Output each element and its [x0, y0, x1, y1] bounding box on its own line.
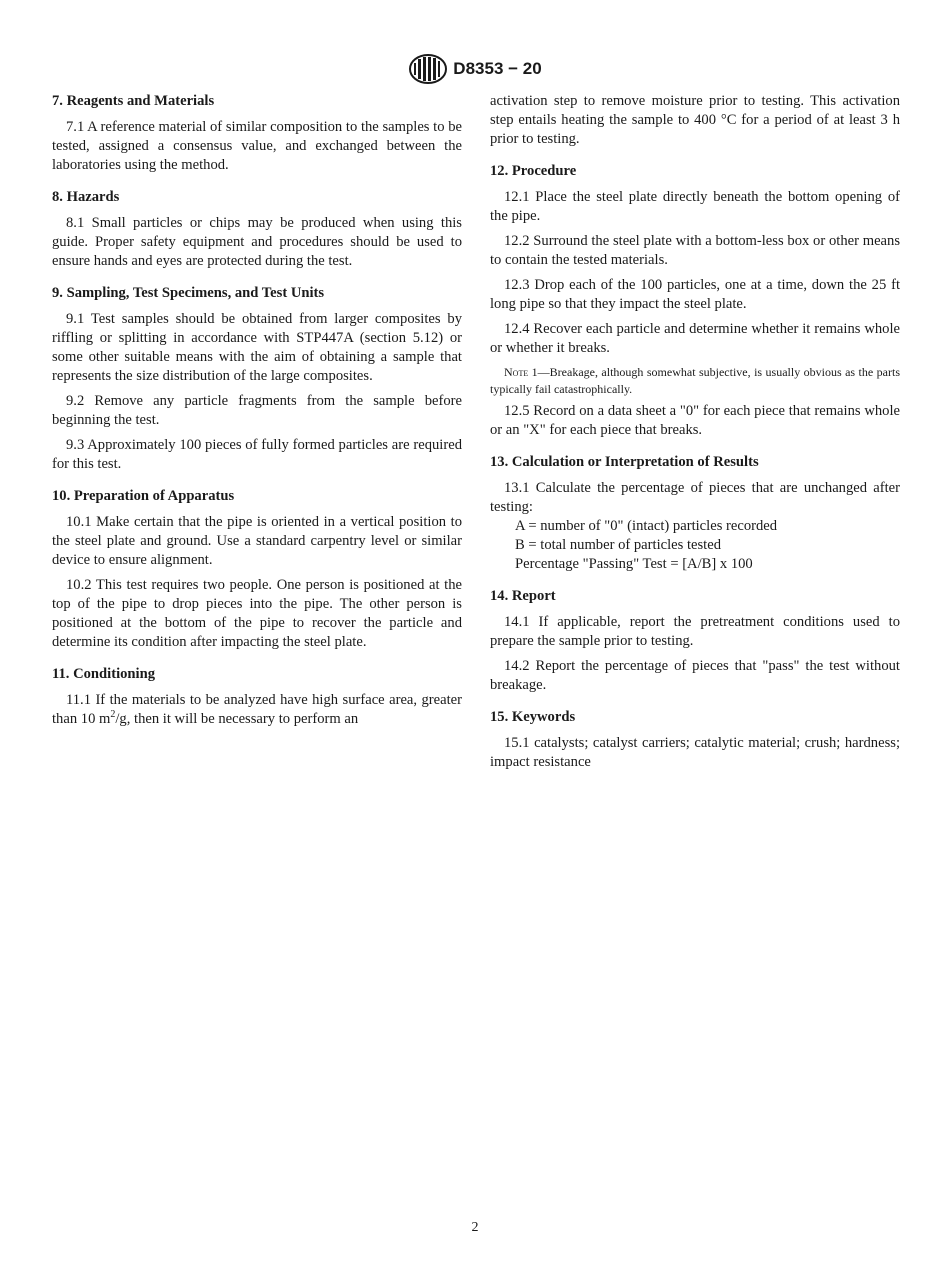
left-column — [52, 92, 462, 742]
section-heading: 8. Hazards — [52, 189, 120, 205]
section-heading: 10. Preparation of Apparatus — [52, 488, 235, 504]
paragraph: 9.2 Remove any particle fragments from the sample before beginning the test. — [52, 393, 462, 428]
paragraph: 9.3 Approximately 100 pieces of fully formed particles are required for this test. — [52, 437, 462, 472]
section-13 — [490, 453, 900, 574]
section-11-continued — [490, 92, 900, 149]
paragraph — [52, 691, 462, 729]
section-7 — [52, 92, 462, 175]
note — [490, 364, 900, 398]
paragraph: activation step to remove moisture prior to testing. This activation step entails heating the sample to 400 °C for a period of at least 3 h prior to testing. — [490, 93, 900, 147]
section-12 — [490, 162, 900, 440]
right-column — [490, 92, 900, 785]
paragraph: 12.2 Surround the steel plate with a bottom-less box or other means to contain the tested materials. — [490, 233, 900, 268]
paragraph: 13.1 Calculate the percentage of pieces that are unchanged after testing: — [490, 480, 900, 515]
note-label: Note 1 — [504, 365, 538, 379]
paragraph: 9.1 Test samples should be obtained from larger composites by riffling or splitting in accordance with STP447A (section 5.12) or some other suitable means with the aim of obtaining a sample that represents the size distribution of the large composites. — [52, 311, 462, 384]
paragraph: 12.4 Recover each particle and determine whether it remains whole or whether it breaks. — [490, 321, 900, 356]
paragraph: 10.1 Make certain that the pipe is oriented in a vertical position to the steel plate and ground. Use a standard carpentry level or similar device to ensure alignment. — [52, 514, 462, 568]
superscript: 2 — [110, 709, 116, 721]
note-text: —Breakage, although somewhat subjective, is usually obvious as the parts typically fail catastrophically. — [490, 365, 900, 396]
paragraph: 15.1 catalysts; catalyst carriers; catalytic material; crush; hardness; impact resistance — [490, 735, 900, 770]
section-8 — [52, 188, 462, 271]
section-heading: 13. Calculation or Interpretation of Results — [490, 454, 759, 470]
paragraph: 7.1 A reference material of similar composition to the samples to be tested, assigned a consensus value, and exchanged between the laboratories using the method. — [52, 119, 462, 173]
page-header — [0, 52, 950, 86]
paragraph: 14.1 If applicable, report the pretreatment conditions used to prepare the sample prior to testing. — [490, 614, 900, 649]
section-14 — [490, 587, 900, 695]
section-heading: 15. Keywords — [490, 709, 576, 725]
page-number: 2 — [471, 1220, 479, 1235]
section-heading: 14. Report — [490, 588, 556, 604]
section-9 — [52, 284, 462, 474]
section-heading: 9. Sampling, Test Specimens, and Test Units — [52, 285, 325, 301]
standard-designation: D8353 − 20 — [453, 59, 542, 78]
section-heading: 12. Procedure — [490, 163, 577, 179]
paragraph: 12.5 Record on a data sheet a "0" for each piece that remains whole or an "X" for each piece that breaks. — [490, 403, 900, 438]
section-heading: 7. Reagents and Materials — [52, 93, 215, 109]
text-run: /g, then it will be necessary to perform an — [115, 711, 359, 727]
paragraph: 12.3 Drop each of the 100 particles, one at a time, down the 25 ft long pipe so that they impact the steel plate. — [490, 277, 900, 312]
paragraph: 10.2 This test requires two people. One person is positioned at the top of the pipe to drop pieces into the pipe. The other person is positioned at the bottom of the pipe to recover the particle and determine its condition after impacting the steel plate. — [52, 577, 462, 650]
formula-line: A = number of "0" (intact) particles recorded — [515, 518, 778, 534]
paragraph: 12.1 Place the steel plate directly beneath the bottom opening of the pipe. — [490, 189, 900, 224]
text-run: 11.1 If the materials to be analyzed have high surface area, greater than 10 m — [52, 692, 462, 727]
paragraph: 8.1 Small particles or chips may be produced when using this guide. Proper safety equipment and procedures should be used to ensure hands and eyes are protected during the test. — [52, 215, 462, 269]
section-10 — [52, 487, 462, 652]
formula-line: Percentage "Passing" Test = [A/B] x 100 — [515, 556, 753, 572]
section-11 — [52, 665, 462, 729]
section-15 — [490, 708, 900, 772]
astm-logo-icon — [408, 53, 448, 85]
formula-line: B = total number of particles tested — [515, 537, 722, 553]
paragraph: 14.2 Report the percentage of pieces that "pass" the test without breakage. — [490, 658, 900, 693]
section-heading: 11. Conditioning — [52, 666, 156, 682]
